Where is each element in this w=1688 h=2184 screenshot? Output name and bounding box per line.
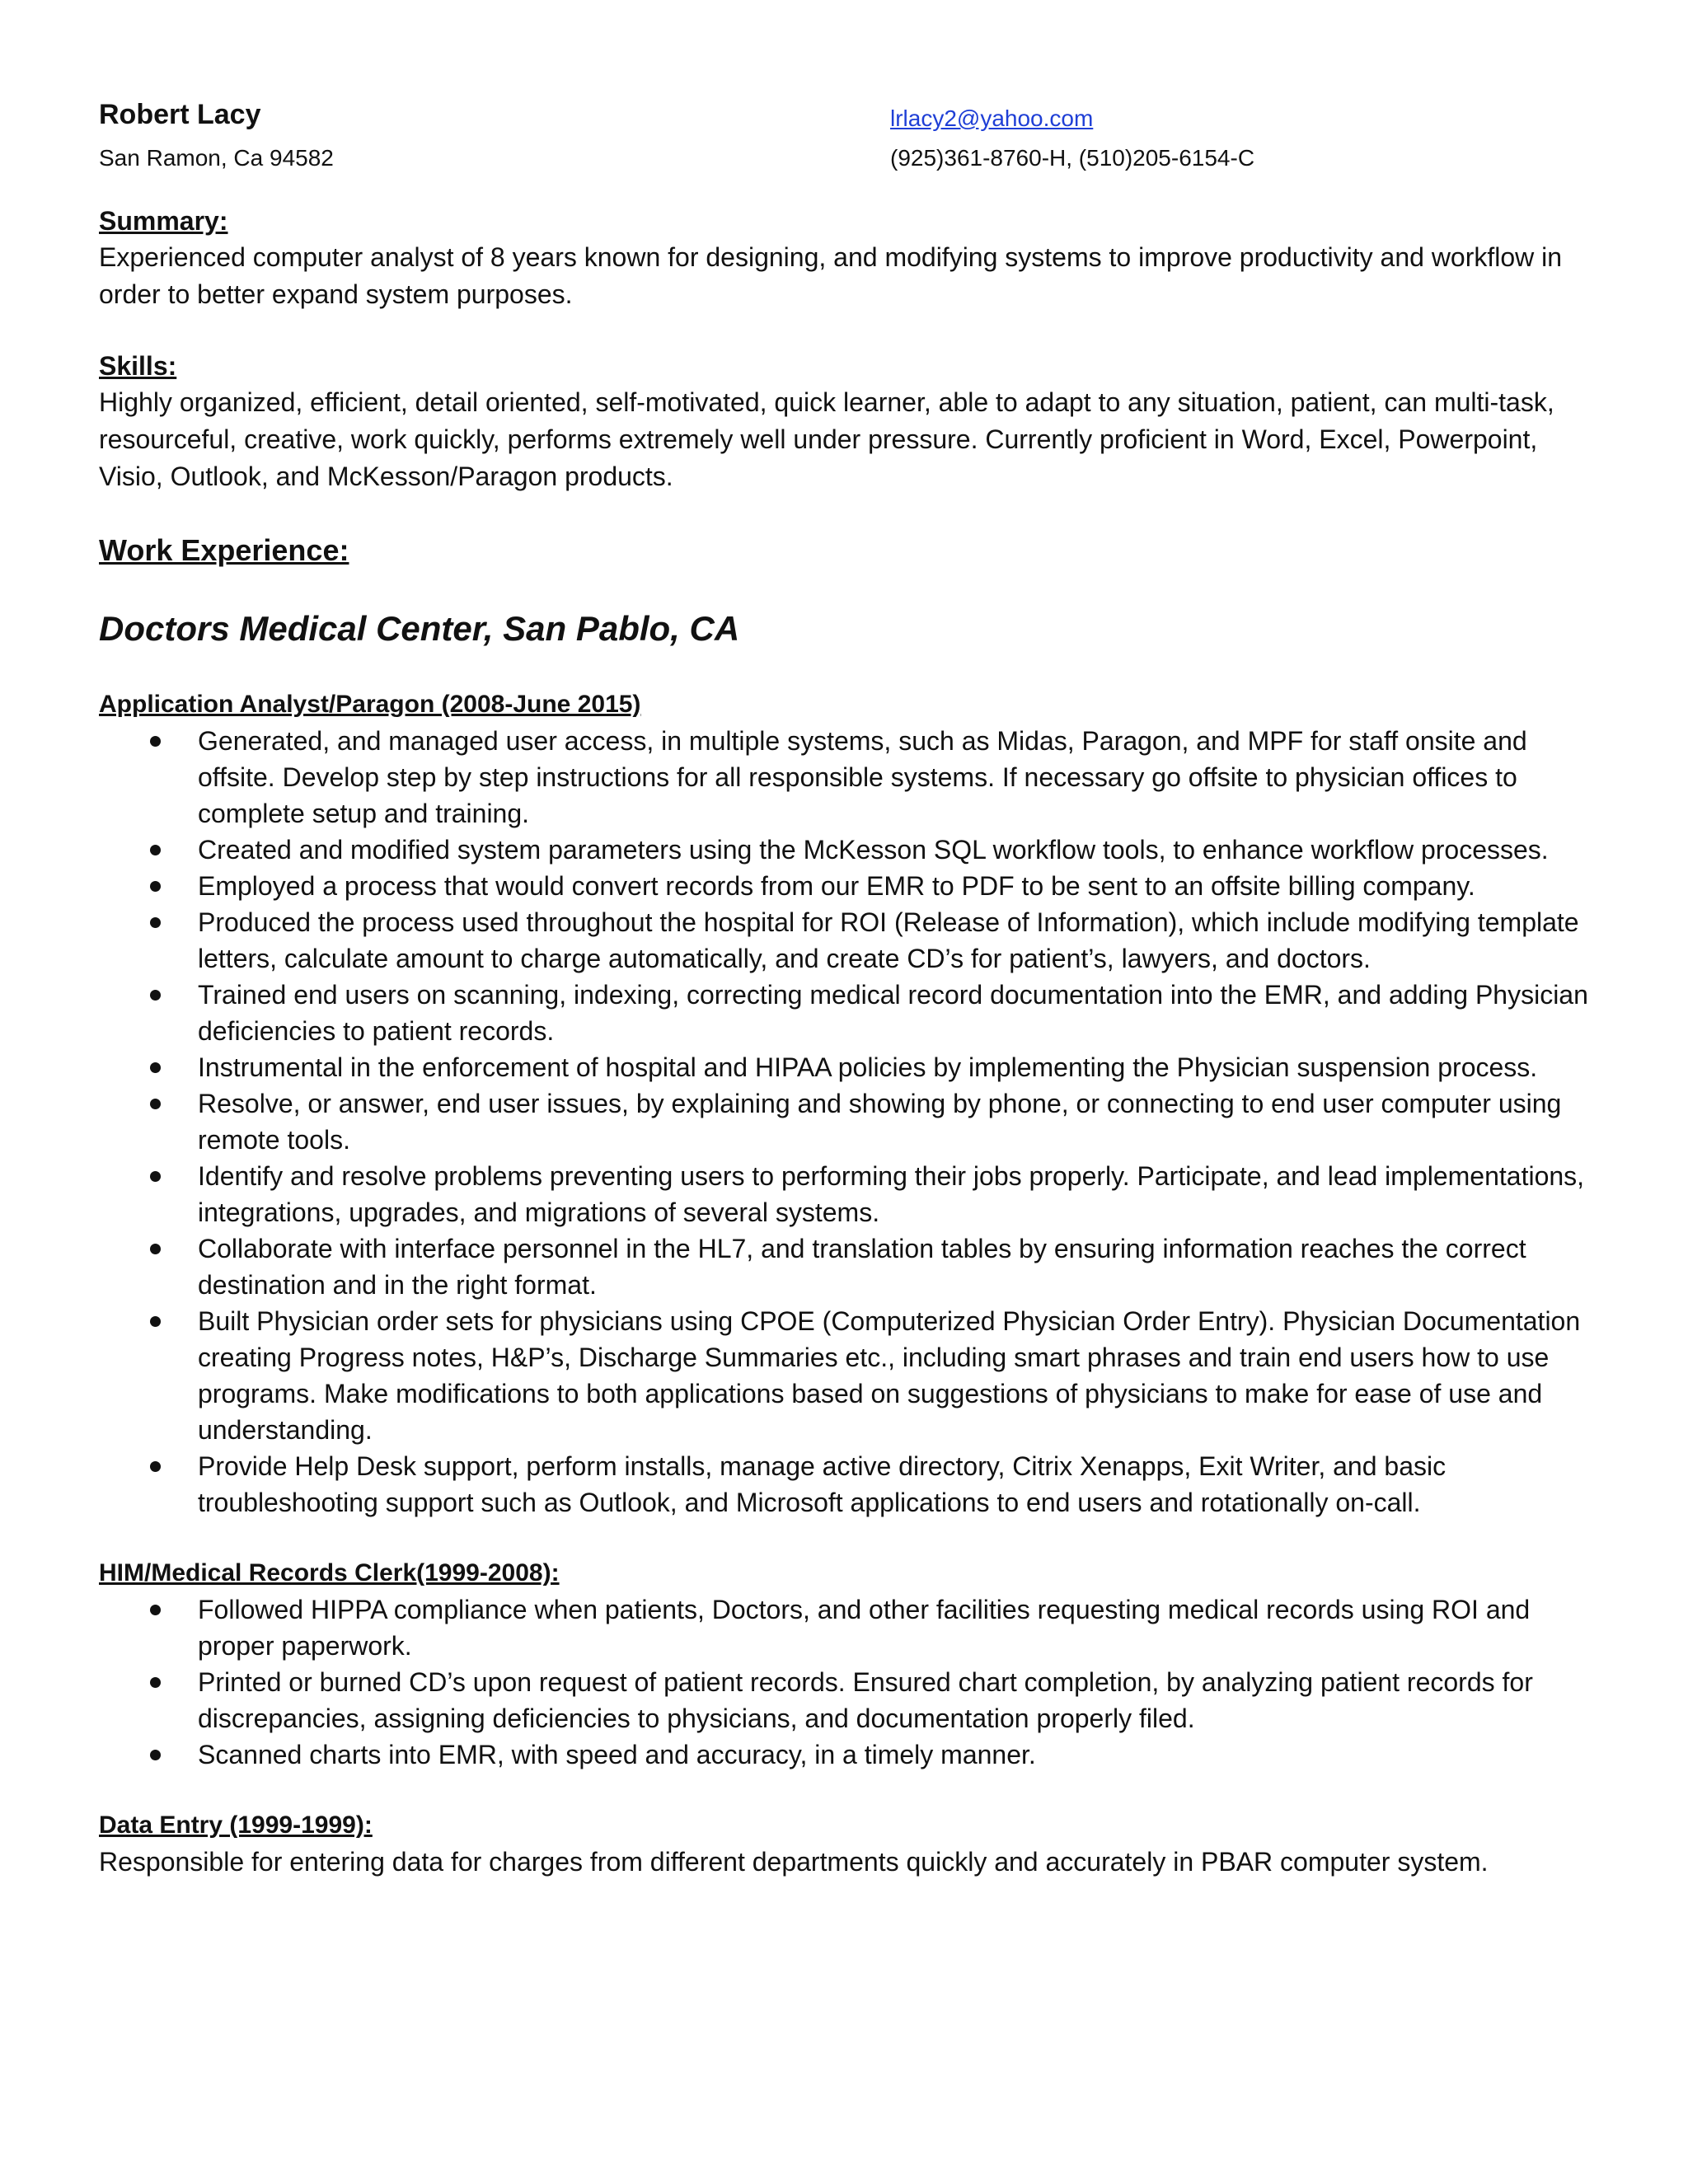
list-item <box>198 1591 1599 1664</box>
bullet-icon <box>150 990 161 1001</box>
bullet-icon <box>150 1099 161 1109</box>
list-item <box>198 1303 1599 1448</box>
list-item <box>198 977 1599 1049</box>
bullet-icon <box>150 845 161 855</box>
list-item <box>198 1230 1599 1303</box>
bullet-text: Collaborate with interface personnel in the HL7, and translation tables by ensuring information reaches the correct destination and in the right format. <box>198 1234 1526 1300</box>
resume-page <box>99 99 1599 1881</box>
job-2-bullet-list <box>99 1591 1599 1773</box>
data-entry-text: Responsible for entering data for charges from different departments quickly and accurately in PBAR computer system. <box>99 1847 1489 1877</box>
bullet-text: Printed or burned CD’s upon request of patient records. Ensured chart completion, by analyzing patient records for discrepancies, assigning deficiencies to physicians, and documentation properly filed. <box>198 1667 1533 1733</box>
bullet-text: Created and modified system parameters using the McKesson SQL workflow tools, to enhance workflow processes. <box>198 835 1549 865</box>
bullet-text: Trained end users on scanning, indexing, correcting medical record documentation into the EMR, and adding Physician deficiencies to patient records. <box>198 980 1588 1046</box>
summary-text: Experienced computer analyst of 8 years known for designing, and modifying systems to improve productivity and workflow in order to better expand system purposes. <box>99 242 1563 309</box>
bullet-text: Resolve, or answer, end user issues, by explaining and showing by phone, or connecting to end user computer using remote tools. <box>198 1089 1562 1155</box>
bullet-icon <box>150 917 161 928</box>
list-item <box>198 723 1599 832</box>
list-item <box>198 904 1599 977</box>
bullet-text: Provide Help Desk support, perform installs, manage active directory, Citrix Xenapps, Exit Writer, and basic troubleshooting support such as Outlook, and Microsoft applications to end users and rotationally on-call. <box>198 1451 1447 1517</box>
location: San Ramon, Ca 94582 <box>99 145 334 171</box>
bullet-icon <box>150 1171 161 1182</box>
bullet-text: Employed a process that would convert records from our EMR to PDF to be sent to an offsite billing company. <box>198 871 1475 901</box>
list-item <box>198 1085 1599 1158</box>
phone-numbers: (925)361-8760-H, (510)205-6154-C <box>890 145 1255 171</box>
list-item <box>198 1158 1599 1230</box>
bullet-icon <box>150 1062 161 1073</box>
bullet-icon <box>150 881 161 892</box>
candidate-name: Robert Lacy <box>99 99 261 130</box>
list-item <box>198 868 1599 904</box>
bullet-icon <box>150 1605 161 1615</box>
list-item <box>198 832 1599 868</box>
bullet-icon <box>150 1244 161 1254</box>
bullet-icon <box>150 1677 161 1688</box>
job-title-medical-records-clerk: HIM/Medical Records Clerk(1999-2008): <box>99 1559 560 1586</box>
bullet-icon <box>150 1750 161 1760</box>
job-1-bullet-list <box>99 723 1599 1521</box>
bullet-text: Instrumental in the enforcement of hospital and HIPAA policies by implementing the Physician suspension process. <box>198 1052 1538 1082</box>
header-row-1 <box>99 99 1599 140</box>
bullet-text: Built Physician order sets for physicians using CPOE (Computerized Physician Order Entry). Physician Documentation creating Progress notes, H&P’s, Discharge Summaries etc., including smart phrases and train end users how to use programs. Make modifications to both applications based on suggestions of physicians to make for ease of use and understanding. <box>198 1306 1581 1445</box>
job-title-data-entry: Data Entry (1999-1999): <box>99 1811 373 1839</box>
skills-heading: Skills: <box>99 351 177 381</box>
header-row-2 <box>99 140 1599 181</box>
bullet-icon <box>150 1461 161 1472</box>
list-item <box>198 1736 1599 1773</box>
summary-heading: Summary: <box>99 206 228 236</box>
list-item <box>198 1448 1599 1521</box>
bullet-text: Identify and resolve problems preventing users to performing their jobs properly. Participate, and lead implementations, integrations, upgrades, and migrations of several systems. <box>198 1161 1585 1227</box>
list-item <box>198 1664 1599 1736</box>
job-title-application-analyst: Application Analyst/Paragon (2008-June 2015) <box>99 691 641 718</box>
employer-name: Doctors Medical Center, San Pablo, CA <box>99 609 740 648</box>
bullet-icon <box>150 1316 161 1327</box>
bullet-text: Followed HIPPA compliance when patients, Doctors, and other facilities requesting medical records using ROI and proper paperwork. <box>198 1595 1531 1661</box>
skills-text: Highly organized, efficient, detail oriented, self-motivated, quick learner, able to adapt to any situation, patient, can multi-task, resourceful, creative, work quickly, performs extremely well under pressure. Currently proficient in Word, Excel, Powerpoint, Visio, Outlook, and McKesson/Paragon products. <box>99 387 1554 491</box>
list-item <box>198 1049 1599 1085</box>
bullet-text: Produced the process used throughout the hospital for ROI (Release of Information), which include modifying template letters, calculate amount to charge automatically, and create CD’s for patient’s, lawyers, and doctors. <box>198 907 1579 973</box>
bullet-icon <box>150 736 161 747</box>
work-experience-heading: Work Experience: <box>99 533 349 567</box>
email-link[interactable]: lrlacy2@yahoo.com <box>890 105 1094 131</box>
bullet-text: Scanned charts into EMR, with speed and accuracy, in a timely manner. <box>198 1740 1036 1769</box>
bullet-text: Generated, and managed user access, in multiple systems, such as Midas, Paragon, and MPF for staff onsite and offsite. Develop step by step instructions for all responsible systems. If necessary go offsite to physician offices to complete setup and training. <box>198 726 1527 828</box>
